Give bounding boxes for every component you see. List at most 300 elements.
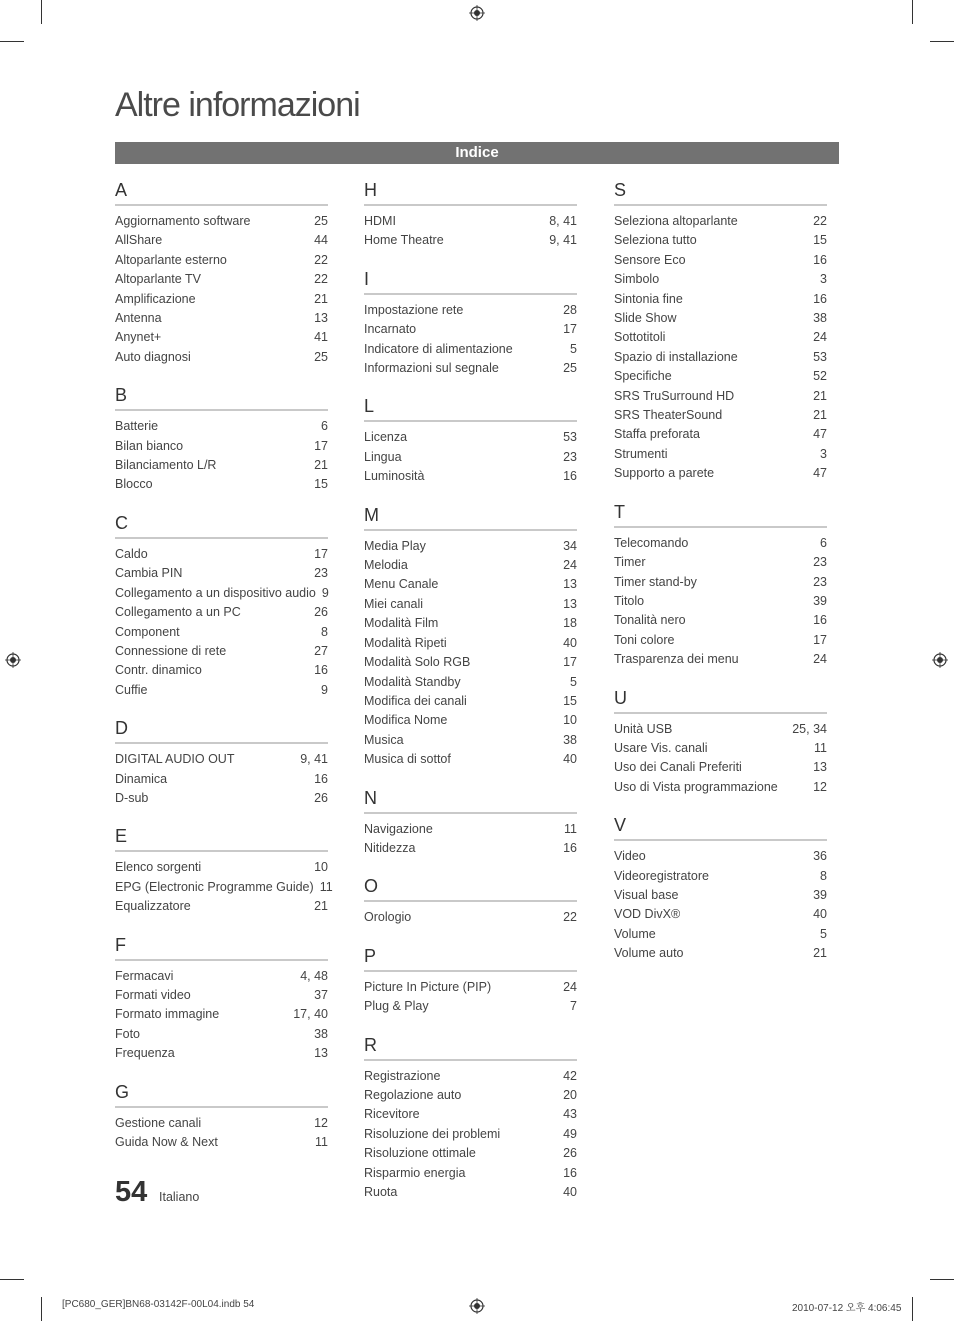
index-entry bbox=[614, 739, 827, 758]
index-entry bbox=[364, 1105, 577, 1124]
index-pages: 10 bbox=[563, 713, 577, 728]
index-entry bbox=[364, 653, 577, 672]
index-entry bbox=[115, 770, 328, 789]
index-section bbox=[115, 934, 328, 1064]
index-term: Frequenza bbox=[115, 1046, 175, 1061]
crop-mark bbox=[930, 1279, 954, 1280]
index-entry bbox=[364, 711, 577, 730]
index-term: Risoluzione ottimale bbox=[364, 1146, 476, 1161]
index-term: Batterie bbox=[115, 419, 159, 434]
index-pages: 11 bbox=[814, 740, 827, 755]
index-entry bbox=[115, 545, 328, 564]
index-section bbox=[364, 1034, 577, 1203]
index-term: Foto bbox=[115, 1026, 141, 1041]
index-term: Uso dei Canali Preferiti bbox=[614, 760, 742, 775]
index-pages: 9 bbox=[321, 585, 329, 600]
index-entry bbox=[614, 650, 827, 669]
index-section bbox=[115, 717, 328, 808]
index-entry bbox=[115, 878, 333, 897]
index-term: Miei canali bbox=[364, 596, 424, 611]
index-entry bbox=[115, 456, 328, 475]
index-entry bbox=[115, 348, 328, 367]
index-term: Volume bbox=[614, 926, 656, 941]
index-column-3 bbox=[614, 179, 827, 981]
index-entry bbox=[364, 1164, 577, 1183]
index-entry bbox=[614, 867, 827, 886]
index-term: Modifica dei canali bbox=[364, 693, 467, 708]
index-pages: 13 bbox=[563, 577, 577, 592]
section-divider bbox=[115, 409, 328, 411]
index-entry bbox=[115, 642, 328, 661]
index-term: Seleziona altoparlante bbox=[614, 214, 738, 228]
index-term: Indicatore di alimentazione bbox=[364, 341, 513, 356]
index-term: Nitidezza bbox=[364, 840, 416, 855]
index-term: DIGITAL AUDIO OUT bbox=[115, 752, 235, 767]
index-pages: 25 bbox=[314, 349, 328, 364]
registration-mark-icon bbox=[469, 5, 485, 21]
index-entry bbox=[364, 820, 577, 839]
index-section bbox=[364, 875, 577, 927]
index-entry bbox=[115, 584, 328, 603]
index-term: Ruota bbox=[364, 1185, 398, 1199]
index-entry bbox=[364, 212, 577, 231]
index-term: Tonalità nero bbox=[614, 613, 686, 628]
index-term: VOD DivX® bbox=[614, 907, 681, 922]
page-language: Italiano bbox=[159, 1190, 200, 1204]
page-number: 54 bbox=[115, 1176, 148, 1208]
index-term: Toni colore bbox=[614, 632, 675, 647]
index-pages: 38 bbox=[563, 732, 577, 747]
index-pages: 21 bbox=[813, 408, 827, 423]
section-divider bbox=[364, 970, 577, 972]
registration-mark-icon bbox=[5, 652, 21, 668]
section-divider bbox=[115, 204, 328, 206]
index-letter: P bbox=[364, 945, 377, 966]
crop-mark bbox=[41, 0, 42, 24]
index-entry bbox=[614, 445, 827, 464]
index-section bbox=[614, 814, 827, 963]
index-term: Modalità Ripeti bbox=[364, 635, 447, 650]
index-term: Telecomando bbox=[614, 535, 689, 550]
index-term: Luminosità bbox=[364, 469, 425, 484]
index-term: Orologio bbox=[364, 910, 412, 925]
index-entry bbox=[364, 731, 577, 750]
index-pages: 3 bbox=[820, 446, 827, 461]
index-entry bbox=[614, 905, 827, 924]
section-divider bbox=[614, 526, 827, 528]
index-term: Dinamica bbox=[115, 771, 168, 786]
index-term: Ricevitore bbox=[364, 1107, 420, 1122]
index-pages: 41 bbox=[314, 330, 328, 345]
index-entry bbox=[115, 1133, 328, 1152]
index-pages: 23 bbox=[813, 574, 827, 589]
index-term: Slide Show bbox=[614, 311, 677, 326]
index-pages: 24 bbox=[563, 979, 577, 994]
index-term: Visual base bbox=[614, 887, 679, 902]
index-pages: 43 bbox=[563, 1107, 577, 1122]
index-term: Incarnato bbox=[364, 322, 417, 337]
index-entry bbox=[364, 1183, 577, 1202]
index-entry bbox=[115, 967, 328, 986]
crop-mark bbox=[0, 41, 24, 42]
index-term: Licenza bbox=[364, 430, 408, 445]
index-pages: 39 bbox=[813, 593, 827, 608]
index-letter: I bbox=[364, 268, 370, 289]
index-entry bbox=[115, 623, 328, 642]
index-term: Plug & Play bbox=[364, 999, 429, 1014]
index-term: Volume auto bbox=[614, 946, 684, 961]
index-pages: 18 bbox=[563, 616, 577, 631]
section-divider bbox=[364, 812, 577, 814]
index-entry bbox=[614, 573, 827, 592]
index-term: Timer stand-by bbox=[614, 574, 697, 589]
index-pages: 25 bbox=[314, 214, 328, 228]
section-divider bbox=[115, 850, 328, 852]
index-entry bbox=[364, 467, 577, 486]
index-pages: 17, 40 bbox=[293, 1007, 328, 1022]
index-pages: 16 bbox=[563, 469, 577, 484]
index-section bbox=[115, 512, 328, 700]
index-entry bbox=[115, 603, 328, 622]
index-entry bbox=[614, 464, 827, 483]
index-pages: 22 bbox=[813, 214, 827, 228]
index-entry bbox=[614, 231, 827, 250]
index-pages: 39 bbox=[813, 887, 827, 902]
index-pages: 16 bbox=[563, 840, 577, 855]
index-pages: 47 bbox=[813, 427, 827, 442]
index-pages: 8 bbox=[820, 868, 827, 883]
index-pages: 42 bbox=[563, 1068, 577, 1083]
index-pages: 21 bbox=[813, 946, 827, 961]
page-title: Altre informazioni bbox=[115, 86, 360, 124]
index-entry bbox=[614, 553, 827, 572]
index-pages: 16 bbox=[314, 663, 328, 678]
index-pages: 47 bbox=[813, 466, 827, 481]
index-term: Unità USB bbox=[614, 721, 673, 736]
index-pages: 17 bbox=[563, 655, 577, 670]
index-pages: 40 bbox=[813, 907, 827, 922]
index-pages: 37 bbox=[314, 987, 328, 1002]
index-term: Sensore Eco bbox=[614, 252, 686, 267]
section-divider bbox=[115, 1106, 328, 1108]
index-pages: 44 bbox=[314, 233, 328, 248]
index-term: Modalità Solo RGB bbox=[364, 655, 471, 670]
index-pages: 21 bbox=[314, 458, 328, 473]
index-term: Contr. dinamico bbox=[115, 663, 202, 678]
section-divider bbox=[115, 959, 328, 961]
index-term: Guida Now & Next bbox=[115, 1135, 218, 1149]
index-entry bbox=[364, 340, 577, 359]
index-entry bbox=[614, 212, 827, 231]
index-entry bbox=[115, 986, 328, 1005]
index-term: Bilanciamento L/R bbox=[115, 458, 217, 473]
index-pages: 15 bbox=[563, 693, 577, 708]
index-entry bbox=[364, 1086, 577, 1105]
index-pages: 16 bbox=[563, 1165, 577, 1180]
index-term: Media Play bbox=[364, 538, 426, 553]
index-term: Anynet+ bbox=[115, 330, 162, 345]
index-pages: 5 bbox=[570, 674, 577, 689]
index-letter: V bbox=[614, 815, 627, 836]
index-entry bbox=[364, 537, 577, 556]
index-entry bbox=[614, 290, 827, 309]
index-entry bbox=[115, 231, 328, 250]
index-term: Risoluzione dei problemi bbox=[364, 1126, 501, 1141]
index-entry bbox=[115, 858, 328, 877]
index-section bbox=[115, 825, 333, 916]
index-entry bbox=[364, 595, 577, 614]
index-term: Fermacavi bbox=[115, 968, 174, 983]
index-entry bbox=[364, 428, 577, 447]
index-pages: 9 bbox=[321, 682, 328, 697]
index-term: Modifica Nome bbox=[364, 713, 448, 728]
section-divider bbox=[364, 293, 577, 295]
index-letter: D bbox=[115, 718, 128, 739]
index-pages: 8 bbox=[321, 624, 328, 639]
index-pages: 22 bbox=[314, 252, 328, 267]
index-pages: 21 bbox=[813, 388, 827, 403]
index-letter: U bbox=[614, 687, 627, 708]
index-pages: 23 bbox=[813, 555, 827, 570]
index-term: Seleziona tutto bbox=[614, 233, 697, 248]
index-pages: 17 bbox=[813, 632, 827, 647]
crop-mark bbox=[0, 1279, 24, 1280]
index-entry bbox=[614, 406, 827, 425]
index-term: Caldo bbox=[115, 546, 148, 561]
index-pages: 13 bbox=[563, 596, 577, 611]
index-pages: 10 bbox=[314, 860, 328, 875]
index-entry bbox=[364, 448, 577, 467]
index-pages: 23 bbox=[563, 449, 577, 464]
index-pages: 12 bbox=[314, 1115, 328, 1130]
index-term: Sintonia fine bbox=[614, 291, 683, 306]
index-pages: 23 bbox=[314, 566, 328, 581]
index-letter: O bbox=[364, 876, 379, 897]
registration-mark-icon bbox=[469, 1298, 485, 1314]
index-term: HDMI bbox=[364, 214, 396, 228]
index-entry bbox=[614, 328, 827, 347]
index-pages: 26 bbox=[314, 605, 328, 620]
index-term: Videoregistratore bbox=[614, 868, 709, 883]
index-entry bbox=[364, 839, 577, 858]
index-pages: 7 bbox=[570, 999, 577, 1014]
index-pages: 21 bbox=[314, 899, 328, 914]
section-divider bbox=[115, 537, 328, 539]
index-term: Collegamento a un PC bbox=[115, 605, 241, 620]
index-entry bbox=[614, 758, 827, 777]
index-pages: 40 bbox=[563, 635, 577, 650]
index-term: Melodia bbox=[364, 558, 408, 573]
index-pages: 16 bbox=[813, 291, 827, 306]
crop-mark bbox=[41, 1297, 42, 1321]
index-section bbox=[364, 179, 577, 251]
index-term: Blocco bbox=[115, 477, 153, 492]
index-section bbox=[364, 395, 577, 486]
index-term: Navigazione bbox=[364, 821, 433, 836]
index-term: Component bbox=[115, 624, 180, 639]
index-entry bbox=[115, 437, 328, 456]
index-term: AllShare bbox=[115, 233, 163, 248]
index-entry bbox=[614, 778, 827, 797]
index-section bbox=[614, 179, 827, 484]
index-pages: 5 bbox=[570, 341, 577, 356]
index-entry bbox=[614, 631, 827, 650]
index-pages: 16 bbox=[813, 613, 827, 628]
index-entry bbox=[115, 309, 328, 328]
index-term: Altoparlante esterno bbox=[115, 252, 227, 267]
index-pages: 17 bbox=[314, 438, 328, 453]
index-entry bbox=[115, 212, 328, 231]
index-pages: 9, 41 bbox=[300, 752, 328, 767]
index-term: Risparmio energia bbox=[364, 1165, 466, 1180]
index-term: Collegamento a un dispositivo audio bbox=[115, 585, 316, 600]
index-entry bbox=[115, 1044, 328, 1063]
index-entry bbox=[614, 534, 827, 553]
index-entry bbox=[614, 720, 827, 739]
index-term: Specifiche bbox=[614, 369, 672, 384]
index-entry bbox=[614, 847, 827, 866]
index-pages: 24 bbox=[813, 330, 827, 345]
index-pages: 24 bbox=[563, 558, 577, 573]
index-pages: 8, 41 bbox=[549, 214, 577, 228]
index-section bbox=[364, 945, 577, 1017]
index-pages: 22 bbox=[314, 272, 328, 287]
registration-mark-icon bbox=[932, 652, 948, 668]
index-pages: 13 bbox=[314, 311, 328, 326]
print-date-info: 2010-07-12 오후 4:06:45 bbox=[792, 1303, 902, 1314]
index-pages: 11 bbox=[564, 821, 577, 836]
print-file-info: [PC680_GER]BN68-03142F-00L04.indb 54 bbox=[62, 1299, 255, 1310]
index-pages: 11 bbox=[319, 879, 333, 894]
index-term: Equalizzatore bbox=[115, 899, 191, 914]
index-entry bbox=[115, 251, 328, 270]
index-letter: E bbox=[115, 826, 128, 847]
index-letter: L bbox=[364, 396, 375, 417]
index-term: Uso di Vista programmazione bbox=[614, 779, 778, 794]
index-pages: 6 bbox=[321, 419, 328, 434]
index-pages: 13 bbox=[813, 760, 827, 775]
index-term: Musica bbox=[364, 732, 404, 747]
index-term: Gestione canali bbox=[115, 1115, 202, 1130]
index-term: Supporto a parete bbox=[614, 466, 715, 481]
index-term: Modalità Standby bbox=[364, 674, 461, 689]
index-letter: G bbox=[115, 1081, 130, 1102]
index-pages: 53 bbox=[813, 349, 827, 364]
index-entry bbox=[364, 614, 577, 633]
index-term: Picture In Picture (PIP) bbox=[364, 979, 492, 994]
index-term: Antenna bbox=[115, 311, 162, 326]
index-entry bbox=[115, 661, 328, 680]
index-pages: 5 bbox=[820, 926, 827, 941]
index-term: Formato immagine bbox=[115, 1007, 220, 1022]
index-term: Musica di sottof bbox=[364, 752, 451, 767]
index-term: Home Theatre bbox=[364, 233, 444, 248]
index-term: Elenco sorgenti bbox=[115, 860, 202, 875]
index-pages: 16 bbox=[813, 252, 827, 267]
index-pages: 17 bbox=[563, 322, 577, 337]
index-entry bbox=[364, 673, 577, 692]
section-divider bbox=[364, 529, 577, 531]
index-term: Formati video bbox=[115, 987, 191, 1002]
index-entry bbox=[115, 564, 328, 583]
index-entry bbox=[364, 1067, 577, 1086]
index-pages: 27 bbox=[314, 643, 328, 658]
index-entry bbox=[364, 908, 577, 927]
index-pages: 3 bbox=[820, 272, 827, 287]
index-term: Altoparlante TV bbox=[115, 272, 201, 287]
index-term: Menu Canale bbox=[364, 577, 439, 592]
index-pages: 9, 41 bbox=[549, 233, 577, 248]
index-entry bbox=[364, 1125, 577, 1144]
index-pages: 28 bbox=[563, 302, 577, 317]
index-term: Titolo bbox=[614, 593, 645, 608]
index-letter: C bbox=[115, 512, 128, 533]
index-pages: 40 bbox=[563, 1185, 577, 1199]
index-letter: T bbox=[614, 501, 625, 522]
index-letter: M bbox=[364, 504, 379, 525]
index-letter: F bbox=[115, 934, 126, 955]
index-term: Simbolo bbox=[614, 272, 660, 287]
section-divider bbox=[614, 204, 827, 206]
index-letter: B bbox=[115, 385, 128, 406]
index-entry bbox=[115, 789, 328, 808]
index-entry bbox=[115, 1005, 328, 1024]
section-divider bbox=[115, 742, 328, 744]
index-term: Modalità Film bbox=[364, 616, 439, 631]
index-pages: 16 bbox=[314, 771, 328, 786]
index-letter: H bbox=[364, 180, 377, 200]
index-term: Cambia PIN bbox=[115, 566, 183, 581]
index-pages: 15 bbox=[314, 477, 328, 492]
index-entry bbox=[364, 556, 577, 575]
index-entry bbox=[614, 367, 827, 386]
index-pages: 4, 48 bbox=[300, 968, 328, 983]
index-entry bbox=[364, 301, 577, 320]
index-pages: 20 bbox=[563, 1087, 577, 1102]
index-term: Staffa preforata bbox=[614, 427, 700, 442]
index-letter: A bbox=[115, 180, 128, 200]
crop-mark bbox=[912, 0, 913, 24]
index-pages: 17 bbox=[314, 546, 328, 561]
index-entry bbox=[614, 348, 827, 367]
index-entry bbox=[364, 231, 577, 250]
index-letter: N bbox=[364, 787, 377, 808]
index-entry bbox=[115, 475, 328, 494]
index-term: Impostazione rete bbox=[364, 302, 464, 317]
index-entry bbox=[614, 387, 827, 406]
index-term: SRS TruSurround HD bbox=[614, 388, 735, 403]
index-entry bbox=[115, 1025, 328, 1044]
index-pages: 36 bbox=[813, 849, 827, 864]
crop-mark bbox=[912, 1297, 913, 1321]
index-term: Usare Vis. canali bbox=[614, 740, 708, 755]
section-title-bar: Indice bbox=[115, 142, 839, 164]
section-divider bbox=[364, 204, 577, 206]
index-pages: 11 bbox=[315, 1135, 328, 1149]
index-term: Amplificazione bbox=[115, 291, 196, 306]
index-letter: S bbox=[614, 180, 627, 200]
index-pages: 26 bbox=[563, 1146, 577, 1161]
index-entry bbox=[614, 425, 827, 444]
index-entry bbox=[614, 611, 827, 630]
index-term: Sottotitoli bbox=[614, 330, 666, 345]
index-pages: 53 bbox=[563, 430, 577, 445]
section-divider bbox=[614, 839, 827, 841]
index-term: Auto diagnosi bbox=[115, 349, 191, 364]
index-entry bbox=[364, 575, 577, 594]
index-entry bbox=[115, 270, 328, 289]
index-pages: 24 bbox=[813, 652, 827, 667]
